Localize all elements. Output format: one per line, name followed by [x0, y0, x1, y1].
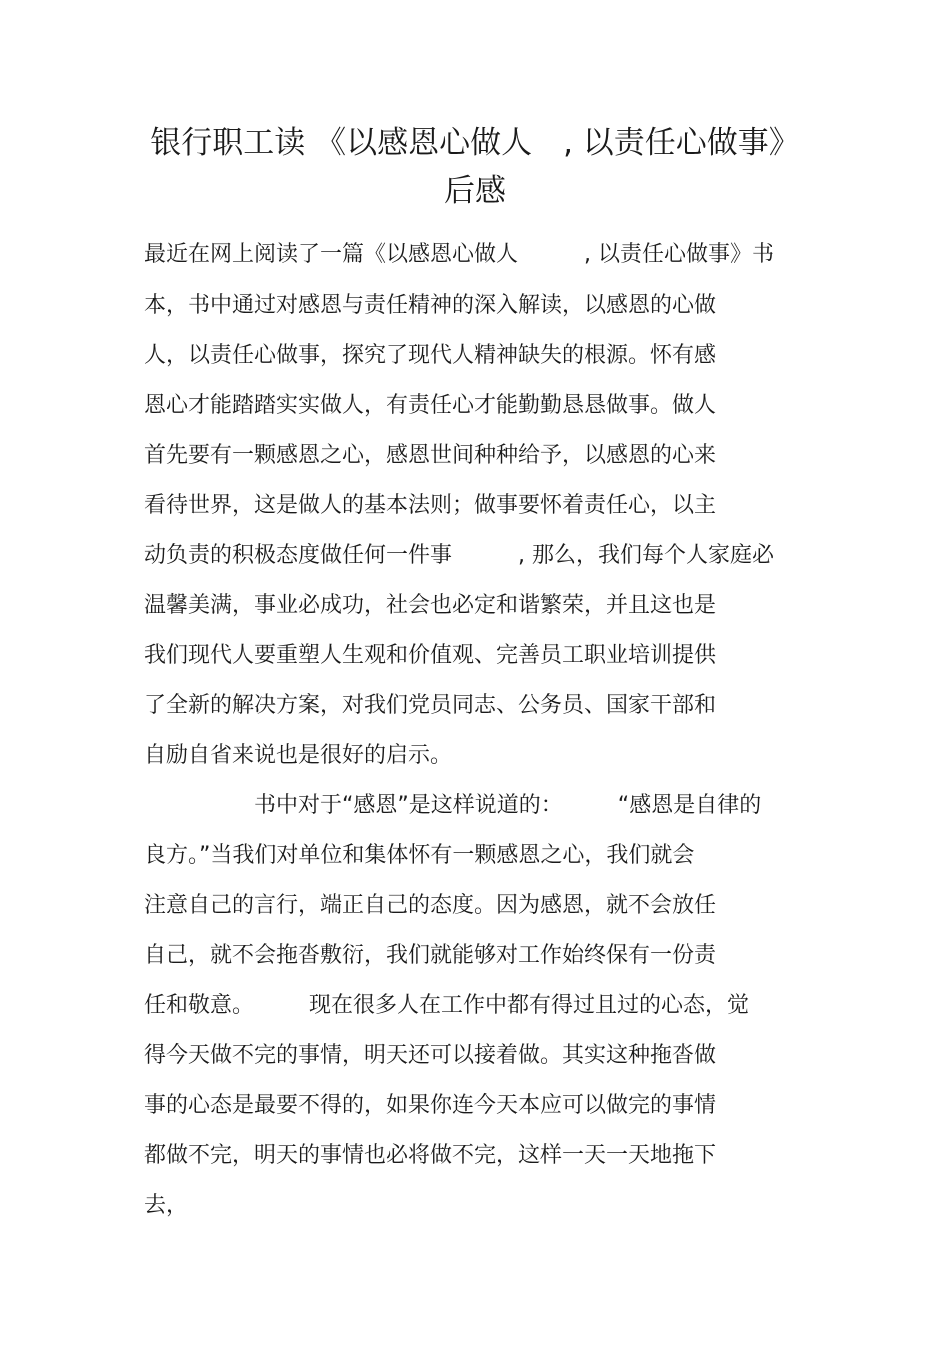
paragraph-line: 自己，就不会拖沓敷衍，我们就能够对工作始终保有一份责 — [144, 943, 717, 968]
paragraph-line: 事的心态是最要不得的，如果你连今天本应可以做完的事情 — [144, 1093, 717, 1118]
paragraph-line: 本，书中通过对感恩与责任精神的深入解读，以感恩的心做 — [144, 293, 717, 318]
paragraph-line: 得今天做不完的事情，明天还可以接着做。其实这种拖沓做 — [144, 1043, 717, 1068]
paragraph-line: 良方。”当我们对单位和集体怀有一颗感恩之心，我们就会 — [144, 843, 695, 868]
paragraph-line: 首先要有一颗感恩之心，感恩世间种种给予，以感恩的心来 — [144, 443, 717, 468]
document-title-line-2: 后感 — [444, 173, 506, 209]
paragraph-line: 温馨美满，事业必成功，社会也必定和谐繁荣，并且这也是 — [144, 593, 717, 618]
paragraph-line: 我们现代人要重塑人生观和价值观、完善员工职业培训提供 — [144, 643, 717, 668]
paragraph-line: 恩心才能踏踏实实做人，有责任心才能勤勤恳恳做事。做人 — [144, 393, 717, 418]
paragraph-line: 最近在网上阅读了一篇《以感恩心做人 , 以责任心做事》书 — [144, 242, 774, 267]
paragraph-line: 书中对于“感恩”是这样说道的： “感恩是自律的 — [144, 793, 762, 818]
paragraph-line: 去， — [144, 1193, 189, 1218]
paragraph-line: 任和敬意。 现在很多人在工作中都有得过且过的心态，觉 — [144, 993, 750, 1018]
paragraph-line: 人，以责任心做事，探究了现代人精神缺失的根源。怀有感 — [144, 343, 717, 368]
paragraph-line: 注意自己的言行，端正自己的态度。因为感恩，就不会放任 — [144, 893, 717, 918]
paragraph-line: 看待世界，这是做人的基本法则；做事要怀着责任心，以主 — [144, 493, 717, 518]
paragraph-line: 自励自省来说也是很好的启示。 — [144, 743, 453, 768]
paragraph-line: 动负责的积极态度做任何一件事 , 那么，我们每个人家庭必 — [144, 543, 774, 568]
paragraph-line: 了全新的解决方案，对我们党员同志、公务员、国家干部和 — [144, 693, 717, 718]
document-title-line-1: 银行职工读 《以感恩心做人 , 以责任心做事》 — [150, 125, 800, 161]
paragraph-line: 都做不完，明天的事情也必将做不完，这样一天一天地拖下 — [144, 1143, 717, 1168]
